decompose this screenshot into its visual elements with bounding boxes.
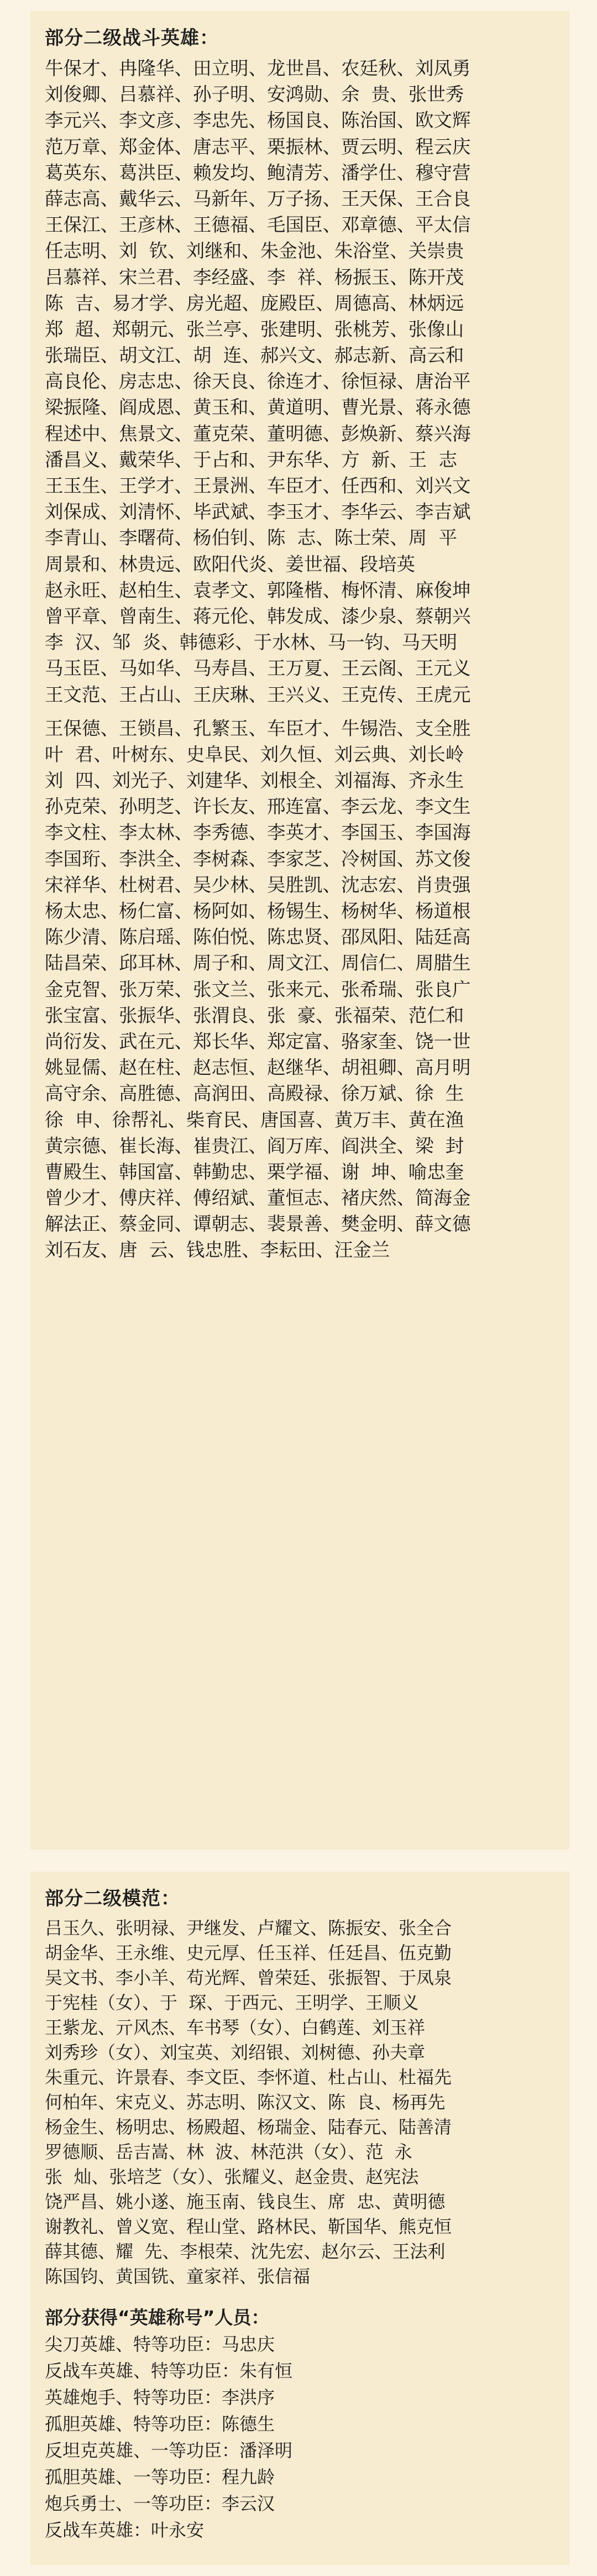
name-line: 潘昌义、戴荣华、于占和、尹东华、方 新、王 志 xyxy=(45,448,458,471)
name-line: 王保德、王锁昌、孔繁玉、车臣才、牛锡浩、支全胜 xyxy=(45,717,471,739)
heroes-list-part-2 xyxy=(45,715,555,1263)
name-line: 刘保成、刘清怀、毕武斌、李玉才、李华云、李吉斌 xyxy=(45,501,471,523)
name-line: 徐 申、徐帮礼、柴育民、唐国喜、黄万丰、黄在渔 xyxy=(45,1109,464,1131)
name-line: 英雄炮手、特等功臣：李洪序 xyxy=(45,2387,275,2408)
name-line: 刘俊卿、吕慕祥、孙子明、安鸿勋、余 贵、张世秀 xyxy=(45,83,464,106)
name-line: 曾平章、曾南生、蒋元伦、韩发成、漆少泉、蔡朝兴 xyxy=(45,605,471,627)
name-line: 高良伦、房志忠、徐天良、徐连才、徐恒禄、唐治平 xyxy=(45,370,471,393)
name-line: 陈 吉、易才学、房光超、庞殿臣、周德高、林炳远 xyxy=(45,292,464,314)
name-line: 王保江、王彦林、王德福、毛国臣、邓章德、平太信 xyxy=(45,214,471,236)
models-title: 部分二级模范： xyxy=(45,1888,180,1910)
name-line: 薛其德、耀 先、李根荣、沈先宏、赵尔云、王法利 xyxy=(45,2241,446,2262)
group-divider xyxy=(45,708,555,715)
name-line: 张宝富、张振华、张渭良、张 豪、张福荣、范仁和 xyxy=(45,1004,464,1026)
name-line: 孙克荣、孙明芝、许长友、邢连富、李云龙、李文生 xyxy=(45,796,471,818)
name-line: 朱重元、许景春、李文臣、李怀道、杜占山、杜福先 xyxy=(45,2067,452,2088)
name-line: 宋祥华、杜树君、吴少林、吴胜凯、沈志宏、肖贵强 xyxy=(45,874,471,896)
name-line: 曾少才、傅庆祥、傅绍斌、董恒志、褚庆然、简海金 xyxy=(45,1187,471,1209)
name-line: 反战车英雄：叶永安 xyxy=(45,2520,205,2541)
name-line: 李 汉、邹 炎、韩德彩、于水林、马一钧、马天明 xyxy=(45,631,458,654)
name-line: 何柏年、宋克义、苏志明、陈汉文、陈 良、杨再先 xyxy=(45,2092,446,2113)
name-line: 梁振隆、阎成恩、黄玉和、黄道明、曹光景、蒋永德 xyxy=(45,396,471,419)
name-line: 陈国钧、黄国铣、童家祥、张信福 xyxy=(45,2266,311,2287)
name-line: 黄宗德、崔长海、崔贵江、阎万库、阎洪全、梁 封 xyxy=(45,1135,464,1157)
name-line: 陈少清、陈启瑶、陈伯悦、陈忠贤、邵凤阳、陆廷高 xyxy=(45,926,471,948)
name-line: 葛英东、葛洪臣、赖发均、鲍清芳、潘学仕、穆守营 xyxy=(45,161,471,184)
name-line: 胡金华、王永维、史元厚、任玉祥、任廷昌、伍克勤 xyxy=(45,1942,452,1963)
name-line: 金克智、张万荣、张文兰、张来元、张希瑞、张良广 xyxy=(45,978,471,1000)
name-line: 谢教礼、曾义宽、程山堂、路林民、靳国华、熊克恒 xyxy=(45,2216,452,2237)
name-line: 刘石友、唐 云、钱忠胜、李耘田、汪金兰 xyxy=(45,1239,390,1261)
name-line: 孤胆英雄、一等功臣：程九龄 xyxy=(45,2467,275,2488)
name-line: 牛保才、冉隆华、田立明、龙世昌、农廷秋、刘凤勇 xyxy=(45,58,471,79)
titled-heroes-list xyxy=(45,2331,555,2543)
name-line: 叶 君、叶树东、史阜民、刘久恒、刘云典、刘长岭 xyxy=(45,743,464,765)
name-line: 李文柱、李太林、李秀德、李英才、李国玉、李国海 xyxy=(45,822,471,844)
heroes-panel xyxy=(30,11,569,1849)
name-line: 于宪桂（女）、于 琛、于西元、王明学、王顺义 xyxy=(45,1992,419,2013)
name-line: 高守余、高胜德、高润田、高殿禄、徐万斌、徐 生 xyxy=(45,1083,464,1105)
name-line: 解法正、蔡金同、谭朝志、裴景善、樊金明、薛文德 xyxy=(45,1213,471,1235)
name-line: 王紫龙、亓风杰、车书琴（女）、白鹤莲、刘玉祥 xyxy=(45,2017,426,2038)
name-line: 王文范、王占山、王庆琳、王兴义、王克传、王虎元 xyxy=(45,683,471,706)
name-line: 李青山、李曙荷、杨伯钊、陈 志、陈士荣、周 平 xyxy=(45,527,458,549)
name-line: 反坦克英雄、一等功臣：潘泽明 xyxy=(45,2440,293,2461)
name-line: 孤胆英雄、特等功臣：陈德生 xyxy=(45,2413,275,2434)
heroes-title: 部分二级战斗英雄： xyxy=(45,27,219,49)
name-line: 尖刀英雄、特等功臣：马忠庆 xyxy=(45,2334,275,2355)
name-line: 吕玉久、张明禄、尹继发、卢耀文、陈振安、张全合 xyxy=(45,1917,452,1938)
name-line: 薛志高、戴华云、马新年、万子扬、王天保、王合良 xyxy=(45,187,471,210)
name-line: 饶严昌、姚小遂、施玉南、钱良生、席 忠、黄明德 xyxy=(45,2191,446,2212)
models-list xyxy=(45,1916,555,2289)
name-line: 杨太忠、杨仁富、杨阿如、杨锡生、杨树华、杨道根 xyxy=(45,900,471,922)
name-line: 李国珩、李洪全、李树森、李家芝、冷树国、苏文俊 xyxy=(45,848,471,870)
name-line: 程述中、焦景文、董克荣、董明德、彭焕新、蔡兴海 xyxy=(45,422,471,445)
name-line: 范万章、郑金体、唐志平、栗振林、贾云明、程云庆 xyxy=(45,135,471,158)
name-line: 尚衍发、武在元、郑长华、郑定富、骆家奎、饶一世 xyxy=(45,1030,471,1052)
name-line: 郑 超、郑朝元、张兰亭、张建明、张桃芳、张像山 xyxy=(45,318,464,340)
name-line: 李元兴、李文彦、李忠先、杨国良、陈治国、欧文辉 xyxy=(45,109,471,132)
name-line: 罗德顺、岳吉嵩、林 波、林范洪（女）、范 永 xyxy=(45,2141,412,2162)
name-line: 曹殿生、韩国富、韩勤忠、栗学福、谢 坤、喻忠奎 xyxy=(45,1161,464,1183)
name-line: 吕慕祥、宋兰君、李经盛、李 祥、杨振玉、陈开茂 xyxy=(45,266,464,288)
name-line: 周景和、林贵远、欧阳代炎、姜世福、段培英 xyxy=(45,553,415,575)
name-line: 吴文书、李小羊、苟光辉、曾荣廷、张振智、于凤泉 xyxy=(45,1967,452,1988)
heroes-list-part-1 xyxy=(45,55,555,708)
titled-heroes-title: 部分获得“英雄称号”人员： xyxy=(45,2307,270,2328)
name-line: 反战车英雄、特等功臣：朱有恒 xyxy=(45,2360,293,2381)
name-line: 刘 四、刘光子、刘建华、刘根全、刘福海、齐永生 xyxy=(45,770,464,792)
name-line: 任志明、刘 钦、刘继和、朱金池、朱浴堂、关崇贵 xyxy=(45,240,464,262)
name-line: 陆昌荣、邱耳林、周子和、周文江、周信仁、周腊生 xyxy=(45,952,471,974)
name-line: 刘秀珍（女）、刘宝英、刘绍银、刘树德、孙夫章 xyxy=(45,2042,426,2063)
models-panel xyxy=(30,1872,569,2565)
name-line: 王玉生、王学才、王景洲、车臣才、任西和、刘兴文 xyxy=(45,475,471,497)
name-line: 张瑞臣、胡文江、胡 连、郝兴文、郝志新、高云和 xyxy=(45,344,464,367)
name-line: 姚显儒、赵在柱、赵志恒、赵继华、胡祖卿、高月明 xyxy=(45,1057,471,1079)
name-line: 张 灿、张培芝（女）、张耀义、赵金贵、赵宪法 xyxy=(45,2166,419,2187)
name-line: 马玉臣、马如华、马寿昌、王万夏、王云阁、王元义 xyxy=(45,657,471,680)
name-line: 杨金生、杨明忠、杨殿超、杨瑞金、陆春元、陆善清 xyxy=(45,2117,452,2138)
name-line: 赵永旺、赵柏生、袁孝文、郭隆楷、梅怀清、麻俊坤 xyxy=(45,579,471,601)
name-line: 炮兵勇士、一等功臣：李云汉 xyxy=(45,2493,275,2514)
